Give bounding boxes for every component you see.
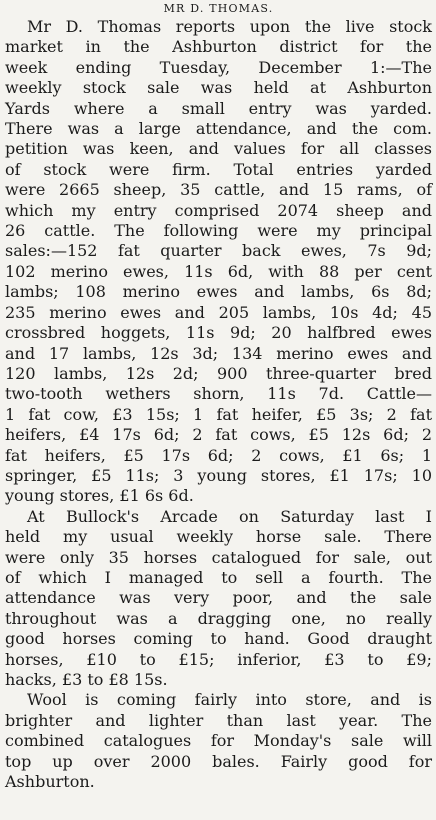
text-line: There was a large attendance, and the com. <box>5 119 432 139</box>
text-line: At Bullock's Arcade on Saturday last I <box>27 506 432 526</box>
text-line: fat heifers, £5 17s 6d; 2 cows, £1 6s; 1 <box>5 445 432 465</box>
text-line: top up over 2000 bales. Fairly good for <box>5 751 432 771</box>
text-line: combined catalogues for Monday's sale will <box>5 731 432 751</box>
text-line: Wool is coming fairly into store, and is <box>27 690 432 710</box>
text-line: young stores, £1 6s 6d. <box>5 486 194 506</box>
article-paragraph-livestock <box>5 17 432 507</box>
text-line: of stock were firm. Total entries yarded <box>5 159 432 179</box>
text-line: Ashburton. <box>5 772 95 792</box>
text-line: 102 merino ewes, 11s 6d, with 88 per cent <box>5 261 432 281</box>
text-line: were only 35 horses catalogued for sale, out <box>5 547 432 567</box>
text-line: throughout was a dragging one, no really <box>5 608 432 628</box>
text-line: hacks, £3 to £8 15s. <box>5 670 168 689</box>
text-line: sales:—152 fat quarter back ewes, 7s 9d; <box>5 241 432 261</box>
text-line: were 2665 sheep, 35 cattle, and 15 rams, of <box>5 180 432 200</box>
text-line: two-tooth wethers shorn, 11s 7d. Cattle— <box>5 384 432 404</box>
article-paragraph-wool <box>5 690 432 792</box>
text-line: brighter and lighter than last year. The <box>5 710 432 730</box>
text-line: 1 fat cow, £3 15s; 1 fat heifer, £5 3s; 2 fat <box>5 404 432 424</box>
text-line: crossbred hoggets, 11s 9d; 20 halfbred ewes <box>5 323 432 343</box>
text-line: of which I managed to sell a fourth. The <box>5 567 432 587</box>
article-paragraph-horse-sale <box>5 507 432 691</box>
text-line: and 17 lambs, 12s 3d; 134 merino ewes and <box>5 343 432 363</box>
text-line: week ending Tuesday, December 1:—The <box>5 57 432 77</box>
text-line: lambs; 108 merino ewes and lambs, 6s 8d; <box>5 282 432 302</box>
text-line: held my usual weekly horse sale. There <box>5 527 432 547</box>
text-line: petition was keen, and values for all classes <box>5 139 432 159</box>
text-line: 235 merino ewes and 205 lambs, 10s 4d; 45 <box>5 302 432 322</box>
text-line: attendance was very poor, and the sale <box>5 588 432 608</box>
text-line: Yards where a small entry was yarded. <box>5 98 432 118</box>
text-line: weekly stock sale was held at Ashburton <box>5 78 432 98</box>
text-line: good horses coming to hand. Good draught <box>5 629 432 649</box>
text-line: heifers, £4 17s 6d; 2 fat cows, £5 12s 6d; 2 <box>5 425 432 445</box>
text-line: 26 cattle. The following were my principal <box>5 221 432 241</box>
text-line: market in the Ashburton district for the <box>5 37 432 57</box>
text-line: which my entry comprised 2074 sheep and <box>5 200 432 220</box>
text-line: Mr D. Thomas reports upon the live stock <box>27 17 432 36</box>
text-line: horses, £10 to £15; inferior, £3 to £9; <box>5 649 432 669</box>
article-heading: MR D. THOMAS. <box>163 2 274 15</box>
text-line: springer, £5 11s; 3 young stores, £1 17s; 10 <box>5 465 432 485</box>
text-line: 120 lambs, 12s 2d; 900 three-quarter bred <box>5 363 432 383</box>
